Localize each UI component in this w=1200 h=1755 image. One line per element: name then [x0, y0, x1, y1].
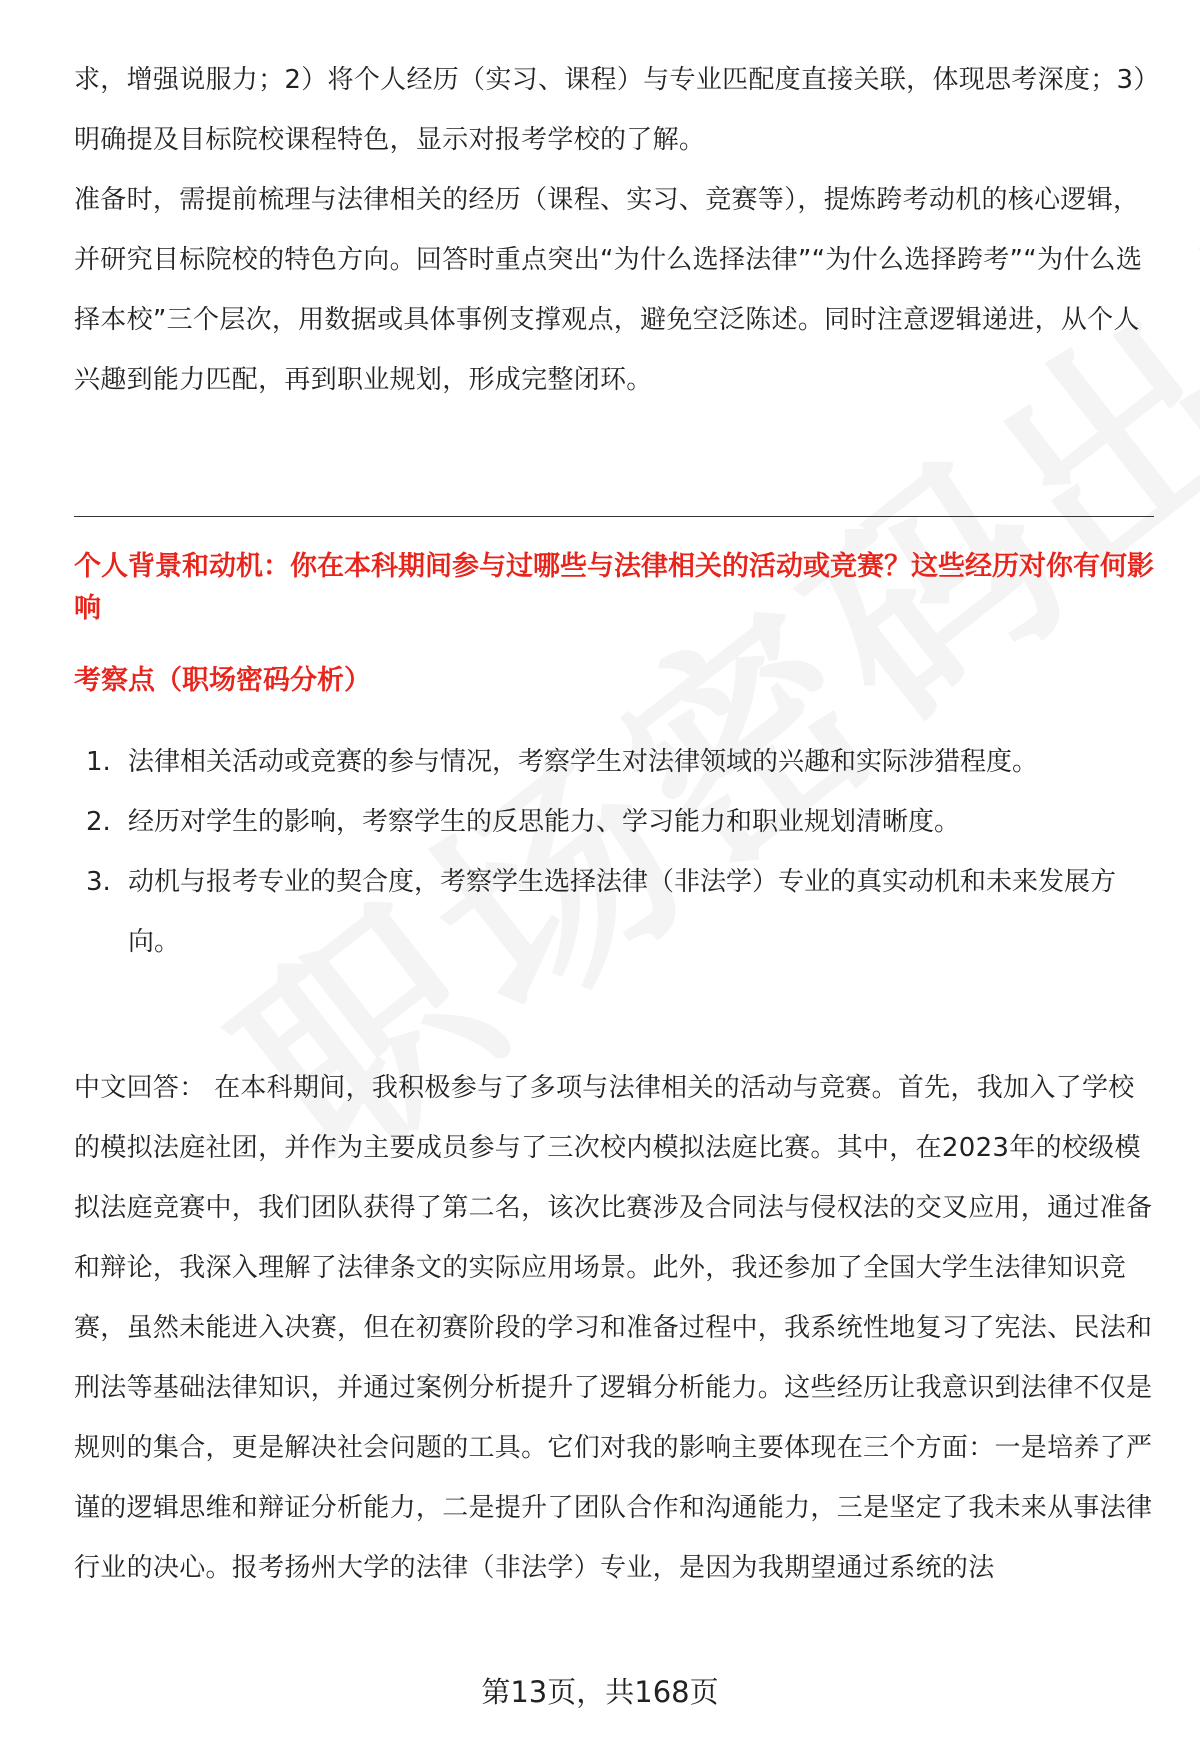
list-item-number: 3. — [86, 867, 111, 897]
list-item-text: 经历对学生的影响，考察学生的反思能力、学习能力和职业规划清晰度。 — [128, 807, 961, 837]
continuation-paragraph: 求，增强说服力；2）将个人经历（实习、课程）与专业匹配度直接关联，体现思考深度；3）明确提及目标院校课程特色，显示对报考学校的了解。 — [74, 65, 1147, 155]
page-number: 第13页，共168页 — [481, 1675, 719, 1709]
section-divider — [74, 516, 1154, 517]
list-item — [74, 852, 1154, 972]
exam-points-title: 考察点（职场密码分析） — [74, 665, 371, 696]
question-title: 个人背景和动机：你在本科期间参与过哪些与法律相关的活动或竞赛？这些经历对你有何影响 — [74, 551, 1154, 624]
list-item-text: 法律相关活动或竞赛的参与情况，考察学生对法律领域的兴趣和实际涉猎程度。 — [128, 747, 1039, 777]
list-item — [74, 732, 1154, 792]
list-item — [74, 792, 1154, 852]
preparation-paragraph: 准备时，需提前梳理与法律相关的经历（课程、实习、竞赛等），提炼跨考动机的核心逻辑，并研究目标院校的特色方向。回答时重点突出“为什么选择法律”“为什么选择跨考”“为什么选择本校”三个层次，用数据或具体事例支撑观点，避免空泛陈述。同时注意逻辑递进，从个人兴趣到能力匹配，再到职业规划，形成完整闭环。 — [74, 185, 1143, 395]
list-item-number: 2. — [86, 807, 111, 837]
answer-paragraph: 中文回答： 在本科期间，我积极参与了多项与法律相关的活动与竞赛。首先，我加入了学校的模拟法庭社团，并作为主要成员参与了三次校内模拟法庭比赛。其中，在2023年的校级模拟法庭竞赛中，我们团队获得了第二名，该次比赛涉及合同法与侵权法的交叉应用，通过准备和辩论，我深入理解了法律条文的实际应用场景。此外，我还参加了全国大学生法律知识竞赛，虽然未能进入决赛，但在初赛阶段的学习和准备过程中，我系统性地复习了宪法、民法和刑法等基础法律知识，并通过案例分析提升了逻辑分析能力。这些经历让我意识到法律不仅是规则的集合，更是解决社会问题的工具。它们对我的影响主要体现在三个方面：一是培养了严谨的逻辑思维和辩证分析能力，二是提升了团队合作和沟通能力，三是坚定了我未来从事法律行业的决心。报考扬州大学的法律（非法学）专业，是因为我期望通过系统的法 — [74, 1073, 1153, 1583]
list-item-text: 动机与报考专业的契合度，考察学生选择法律（非法学）专业的真实动机和未来发展方向。 — [128, 867, 1117, 957]
exam-points-list — [74, 732, 1154, 972]
list-item-number: 1. — [86, 747, 111, 777]
